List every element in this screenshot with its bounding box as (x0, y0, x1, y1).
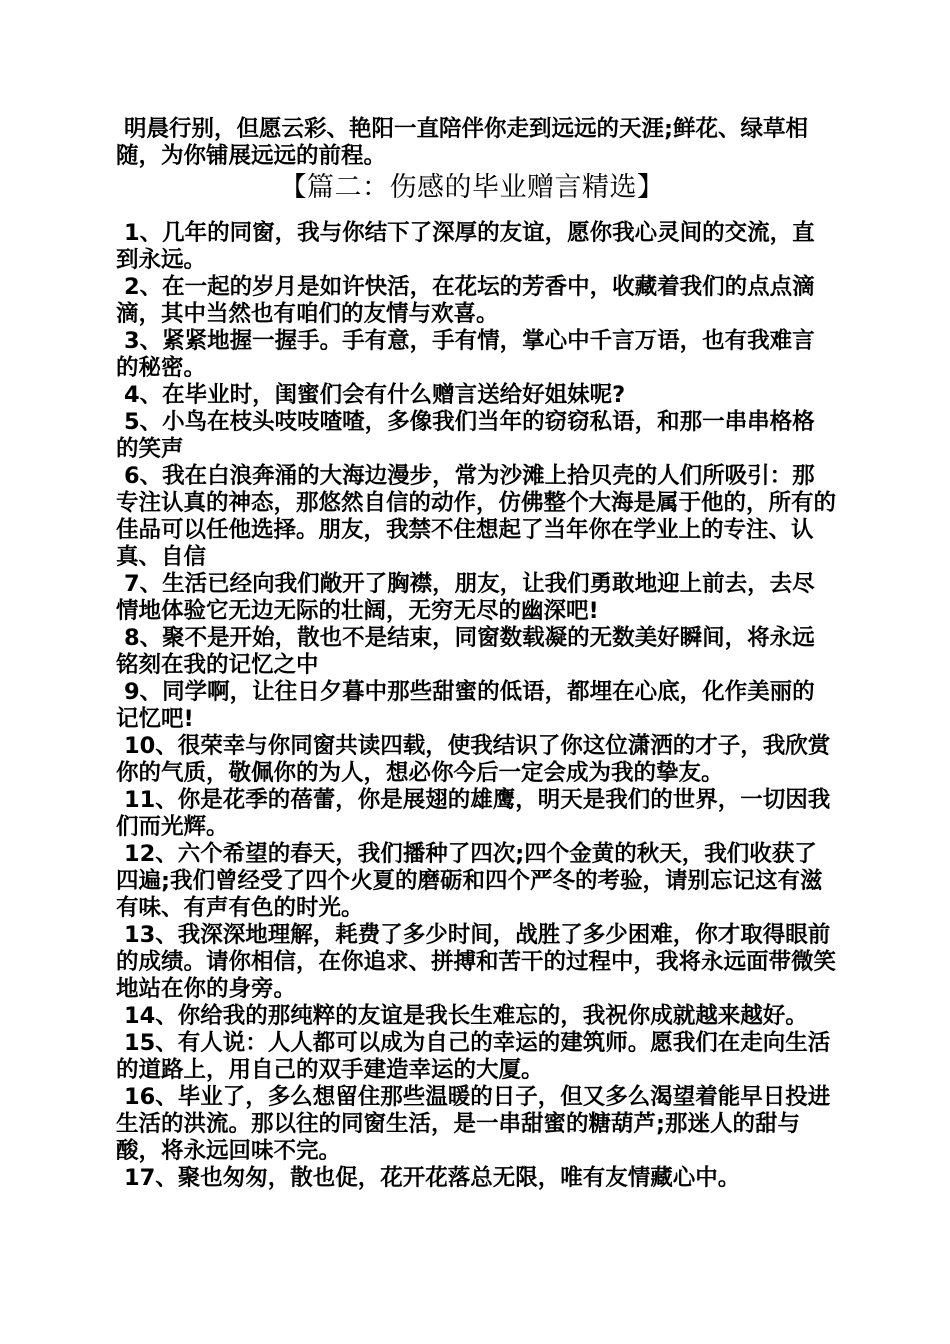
section-heading: 【篇二：伤感的毕业赠言精选】 (279, 172, 665, 203)
intro-paragraph: 明晨行别，但愿云彩、艳阳一直陪伴你走到远远的天涯;鲜花、绿草相随，为你铺展远远的前程。 (116, 116, 808, 169)
list-item: 9、同学啊，让往日夕暮中那些甜蜜的低语，都埋在心底，化作美丽的记忆吧! (116, 679, 815, 732)
list-item: 15、有人说：人人都可以成为自己的幸运的建筑师。愿我们在走向生活的道路上，用自己的双手建造幸运的大厦。 (116, 1030, 831, 1083)
list-item: 13、我深深地理解，耗费了多少时间，战胜了多少困难，你才取得眼前的成绩。请你相信，在你追求、拼搏和苦干的过程中，我将永远面带微笑地站在你的身旁。 (116, 922, 837, 1002)
list-item: 1、几年的同窗，我与你结下了深厚的友谊，愿你我心灵间的交流，直到永远。 (116, 220, 815, 273)
list-item: 10、很荣幸与你同窗共读四载，使我结识了你这位潇洒的才子，我欣赏你的气质，敬佩你的为人，想必你今后一定会成为我的挚友。 (116, 733, 831, 786)
document-body (116, 116, 836, 1192)
list-item: 4、在毕业时，闺蜜们会有什么赠言送给好姐妹呢? (124, 382, 626, 408)
list-item: 17、聚也匆匆，散也促，花开花落总无限，唯有友情藏心中。 (124, 1165, 741, 1191)
list-item: 5、小鸟在枝头吱吱喳喳，多像我们当年的窃窃私语，和那一串串格格的笑声 (116, 409, 815, 462)
list-item: 3、紧紧地握一握手。手有意，手有情，掌心中千言万语，也有我难言的秘密。 (116, 328, 815, 381)
list-item: 12、六个希望的春天，我们播种了四次;四个金黄的秋天，我们收获了四遍;我们曾经受了四个火夏的磨砺和四个严冬的考验，请别忘记这有滋有味、有声有色的时光。 (116, 841, 823, 921)
list-item: 6、我在白浪奔涌的大海边漫步，常为沙滩上拾贝壳的人们所吸引：那专注认真的神态，那悠然自信的动作，仿佛整个大海是属于他的，所有的佳品可以任他选择。朋友，我禁不住想起了当年你在学业上的专注、认真、自信 (116, 463, 837, 570)
list-item: 14、你给我的那纯粹的友谊是我长生难忘的，我祝你成就越来越好。 (124, 1003, 808, 1029)
list-item: 2、在一起的岁月是如许快活，在花坛的芳香中，收藏着我们的点点滴滴，其中当然也有咱们的友情与欢喜。 (116, 274, 815, 327)
list-item: 7、生活已经向我们敞开了胸襟，朋友，让我们勇敢地迎上前去，去尽情地体验它无边无际的壮阔，无穷无尽的幽深吧! (116, 571, 815, 624)
list-item: 11、你是花季的蓓蕾，你是展翅的雄鹰，明天是我们的世界，一切因我们而光辉。 (116, 787, 831, 840)
list-item: 8、聚不是开始，散也不是结束，同窗数载凝的无数美好瞬间，将永远铭刻在我的记忆之中 (116, 625, 815, 678)
list-item: 16、毕业了，多么想留住那些温暖的日子，但又多么渴望着能早日投进生活的洪流。那以往的同窗生活，是一串甜蜜的糖葫芦;那迷人的甜与酸，将永远回味不完。 (116, 1084, 831, 1164)
